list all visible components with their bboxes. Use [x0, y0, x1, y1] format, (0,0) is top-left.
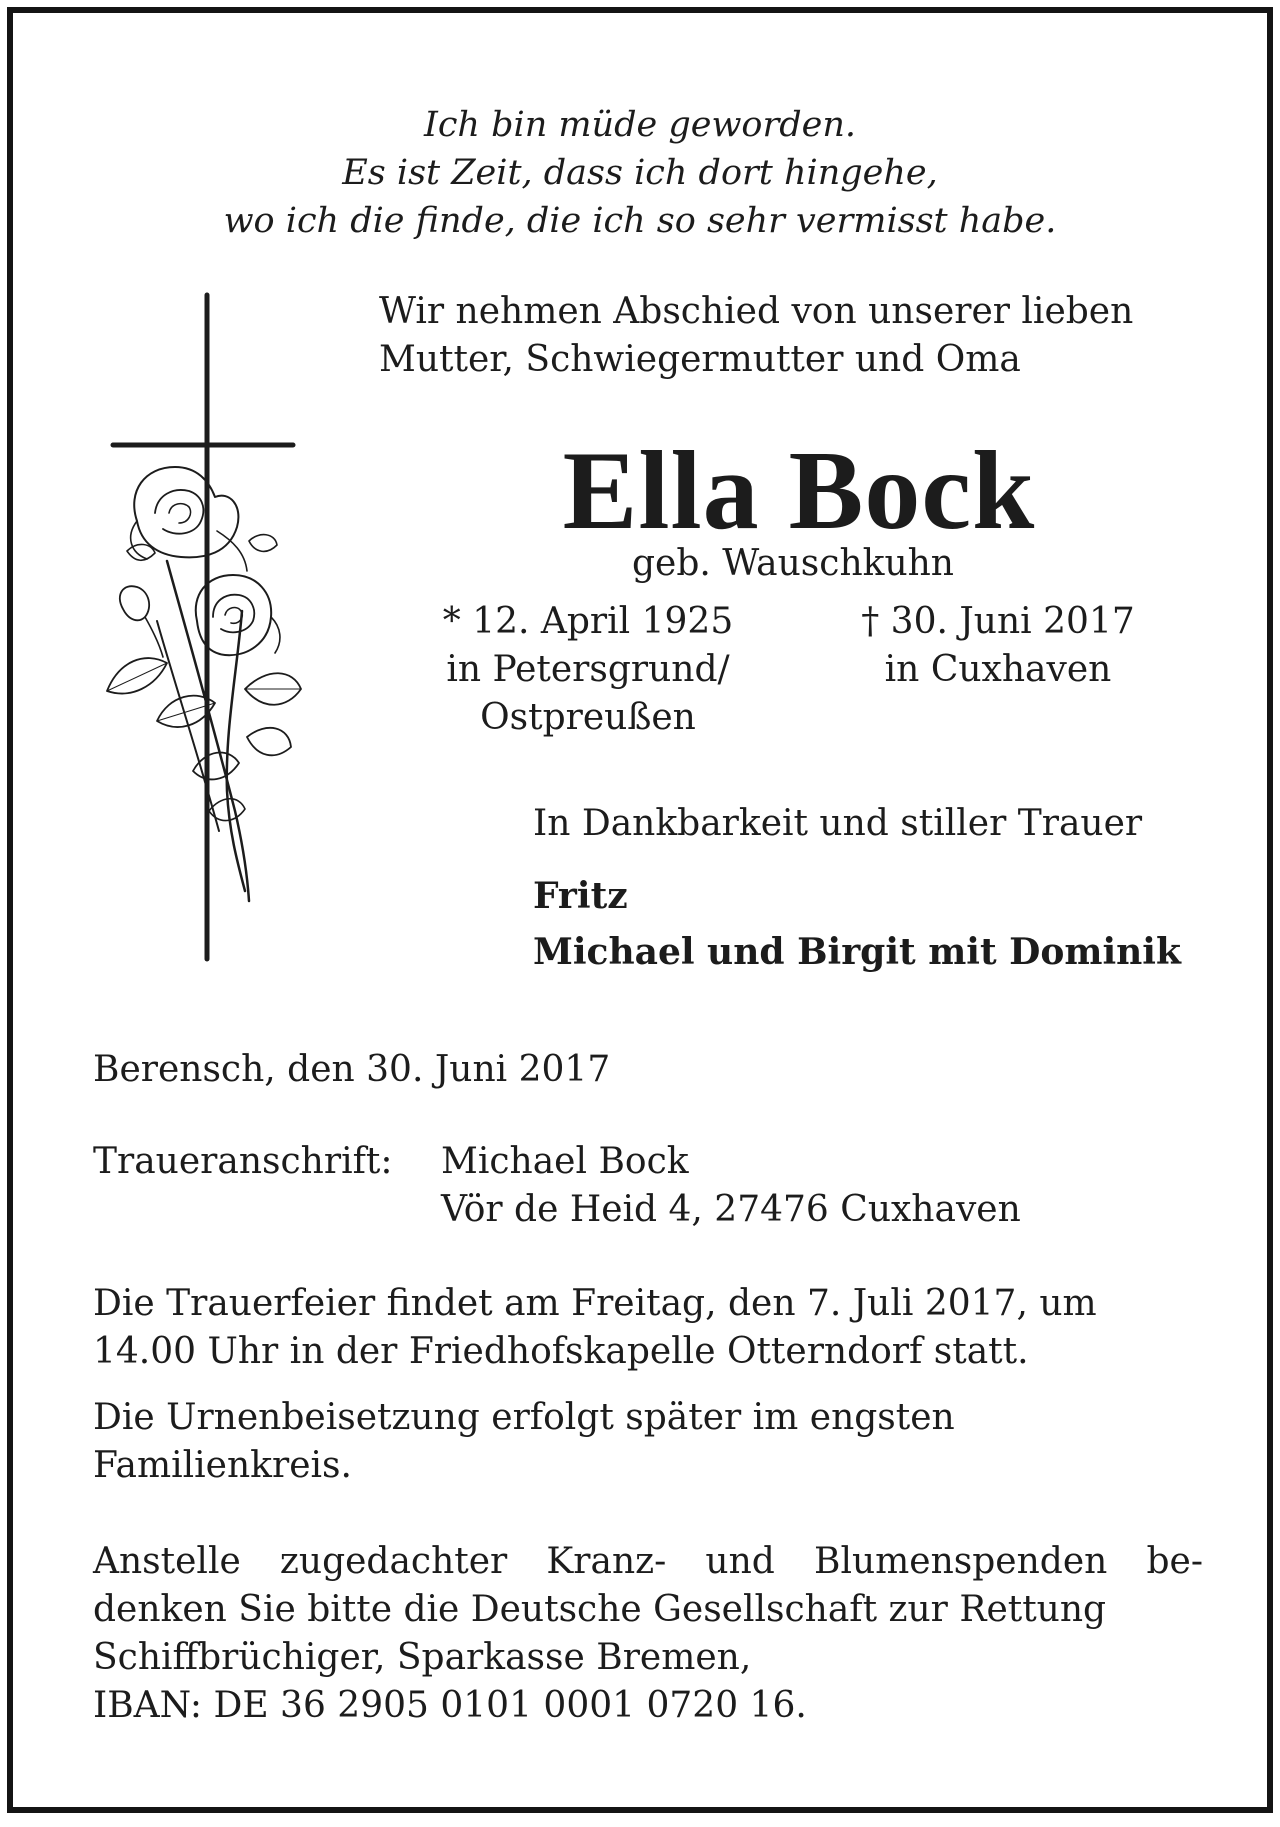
deceased-name: Ella Bock — [562, 429, 1036, 553]
place-date: Berensch, den 30. Juni 2017 — [93, 1049, 611, 1090]
urn-line-1: Die Urnenbeisetzung erfolgt später im engsten — [93, 1397, 955, 1438]
obituary-notice — [7, 7, 1273, 1813]
address-name: Michael Bock — [441, 1141, 689, 1182]
intro-line-2: Mutter, Schwiegermutter und Oma — [379, 339, 1021, 380]
maiden-name: geb. Wauschkuhn — [632, 543, 954, 584]
donation-line-4: IBAN: DE 36 2905 0101 0001 0720 16. — [93, 1685, 807, 1726]
donation-line-3: Schiffbrüchiger, Sparkasse Bremen, — [93, 1637, 752, 1678]
intro-line-1: Wir nehmen Abschied von unserer lieben — [379, 291, 1134, 332]
donation-line-1: Anstelle zugedachter Kranz- und Blumenspenden be- — [93, 1541, 1203, 1582]
poem-line-2: Es ist Zeit, dass ich dort hingehe, — [342, 153, 938, 193]
ceremony-line-1: Die Trauerfeier findet am Freitag, den 7. Juli 2017, um — [93, 1283, 1097, 1324]
birth-place-line-2: Ostpreußen — [480, 697, 696, 738]
mourner-name-1: Fritz — [533, 875, 628, 917]
ceremony-line-2: 14.00 Uhr in der Friedhofskapelle Otterndorf statt. — [93, 1331, 1029, 1372]
poem-line-3: wo ich die finde, die ich so sehr vermisst habe. — [223, 201, 1057, 241]
address-street: Vör de Heid 4, 27476 Cuxhaven — [441, 1189, 1021, 1230]
poem-line-1: Ich bin müde geworden. — [424, 105, 856, 145]
address-label: Traueranschrift: — [93, 1141, 393, 1182]
mourner-name-2: Michael und Birgit mit Dominik — [533, 931, 1181, 973]
birth-place-line-1: in Petersgrund/ — [446, 649, 730, 690]
urn-line-2: Familienkreis. — [93, 1445, 352, 1486]
birth-date: * 12. April 1925 — [442, 601, 734, 642]
death-place: in Cuxhaven — [884, 649, 1112, 690]
death-date: † 30. Juni 2017 — [861, 601, 1135, 642]
cross-with-roses-icon — [97, 291, 307, 971]
mourners-intro: In Dankbarkeit und stiller Trauer — [533, 803, 1143, 844]
donation-line-2: denken Sie bitte die Deutsche Gesellschaft zur Rettung — [93, 1589, 1107, 1630]
